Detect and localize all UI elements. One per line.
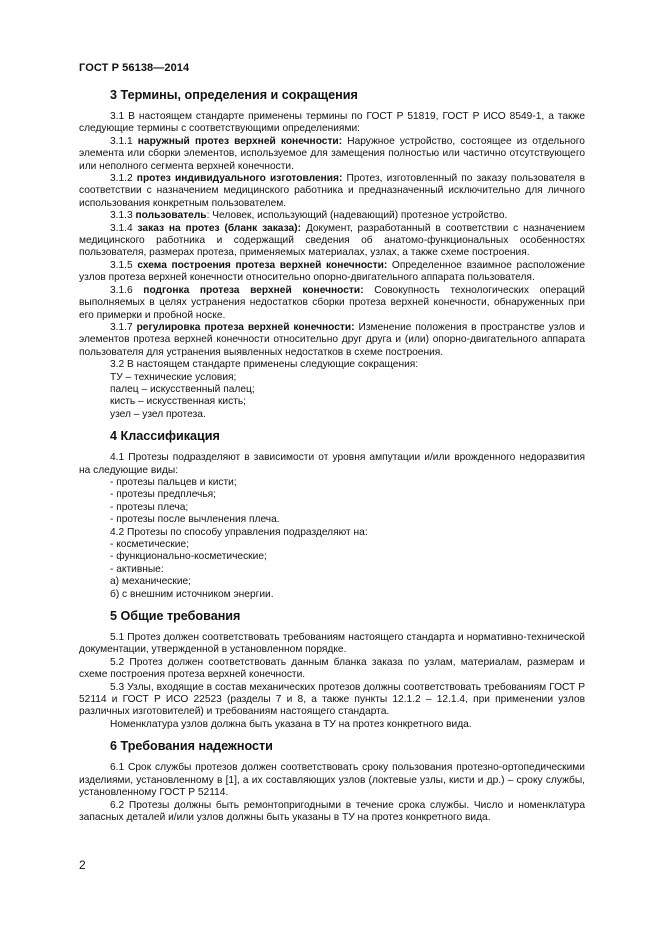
term-text: Определенное взаимное расположение узлов протеза верхней конечности относительно опорно-двигательного аппарата пользователя. — [79, 259, 585, 284]
term-text: Протез, изготовленный по заказу пользователя в соответствии с назначением медицинского работника и предназначенный исключительно для личного использования конкретным пользователем. — [79, 173, 585, 209]
term-text: Изменение положения в пространстве узлов и элементов протеза верхней конечности относительно друг друга и (или) опорно-двигательного аппарата пользователя для устранения выявленных недостатков в схеме построения. — [79, 321, 585, 358]
term-name: схема построения протеза верхней конечности: — [137, 259, 388, 271]
list-item: узел – узел протеза. — [110, 408, 206, 420]
paragraph: 5.1 Протез должен соответствовать требованиям настоящего стандарта и нормативно-технической документации, утвержденной в установленном порядке. — [79, 632, 585, 656]
term-definition — [79, 223, 585, 260]
paragraph: 5.3 Узлы, входящие в состав механических протезов должны соответствовать требованиям ГОСТ Р 52114 и ГОСТ Р ИСО 22523 (разделы 7 и 8, а также пункты 12.1.2 – 12.1.4, при применении узлов различных изготовителей) и требованиям настоящего стандарта. — [79, 681, 585, 718]
list-item: - косметические; — [110, 539, 189, 550]
term-name: подгонка протеза верхней конечности: — [143, 284, 364, 296]
paragraph: 4.1 Протезы подразделяют в зависимости от уровня ампутации и/или врожденного недоразвития на следующие виды: — [79, 452, 585, 476]
term-name: пользователь — [135, 210, 207, 222]
list-item: - протезы после вычленения плеча. — [110, 514, 280, 526]
list-item: - протезы предплечья; — [110, 489, 216, 501]
document-body — [79, 88, 585, 824]
term-definition — [79, 260, 585, 285]
term-number: 3.1.5 — [110, 259, 138, 271]
term-name: протез индивидуального изготовления: — [136, 173, 343, 185]
list-item: - активные: — [110, 563, 164, 575]
list-item: а) механические; — [110, 576, 192, 588]
paragraph: 6.1 Срок службы протезов должен соответствовать сроку пользования протезно-ортопедическими изделиями, установленному в [1], а их составляющих узлов (локтевые узлы, кисти и др.) – сроку службы, установленному ГОСТ Р 52114. — [79, 762, 585, 799]
list-item: - протезы пальцев и кисти; — [110, 476, 237, 488]
section-heading: 3 Термины, определения и сокращения — [110, 88, 358, 102]
section-heading: 6 Требования надежности — [110, 739, 273, 754]
term-definition — [79, 173, 585, 210]
term-text: : Человек, использующий (надевающий) протезное устройство. — [206, 210, 508, 222]
list-item: б) с внешним источником энергии. — [110, 588, 274, 600]
paragraph: 5.2 Протез должен соответствовать данным бланка заказа по узлам, материалам, размерам и схеме построения протеза верхней конечности. — [79, 656, 585, 681]
section-heading: 4 Классификация — [110, 429, 220, 444]
list-item: кисть – искусственная кисть; — [110, 396, 247, 408]
paragraph: Номенклатура узлов должна быть указана в ТУ на протез конкретного вида. — [110, 718, 472, 730]
term-name: регулировка протеза верхней конечности: — [136, 321, 355, 333]
term-text: Наружное устройство, состоящее из отдельного элемента или сборки элементов, используемое для замещения полностью или частично отсутствующего или неполного сегмента верхней конечности. — [79, 135, 585, 172]
list-item: - функционально-косметические; — [110, 551, 267, 563]
term-number: 3.1.1 — [110, 135, 138, 147]
paragraph: 3.2 В настоящем стандарте применены следующие сокращения: — [110, 359, 419, 371]
term-definition — [79, 322, 585, 359]
term-text: Документ, разработанный в соответствии с назначением медицинского работника и содержащий сведения об анатомо-функциональных особенностях пользователя, размерах протеза, применяемых материалах, узлах, а также схеме построения. — [79, 222, 585, 259]
list-item: палец – искусственный палец; — [110, 383, 255, 395]
document-header: ГОСТ Р 56138—2014 — [79, 62, 190, 74]
term-definition — [79, 285, 585, 322]
term-definition — [79, 136, 585, 173]
paragraph: 6.2 Протезы должны быть ремонтопригодными в течение срока службы. Число и номенклатура запасных деталей и/или узлов должны быть указаны в ТУ на протез конкретного вида. — [79, 799, 585, 823]
term-number: 3.1.3 — [110, 210, 136, 222]
list-item: ТУ – технические условия; — [110, 371, 237, 383]
term-number: 3.1.4 — [110, 222, 138, 234]
section-heading: 5 Общие требования — [110, 609, 241, 624]
term-number: 3.1.7 — [110, 321, 137, 333]
term-name: заказ на протез (бланк заказа): — [137, 222, 301, 234]
term-number: 3.1.2 — [110, 173, 137, 185]
term-name: наружный протез верхней конечности: — [137, 135, 343, 147]
list-item: - протезы плеча; — [110, 501, 189, 513]
paragraph: 3.1 В настоящем стандарте применены термины по ГОСТ Р 51819, ГОСТ Р ИСО 8549-1, а также следующие термины с соответствующими определениями: — [79, 111, 585, 135]
term-number: 3.1.6 — [110, 284, 144, 296]
page-number: 2 — [79, 858, 86, 872]
term-text: Совокупность технологических операций выполняемых в целях устранения недостатков сборки протеза верхней конечности, обнаруженных при его примерки и пробной носке. — [79, 284, 585, 321]
term-definition — [79, 210, 585, 222]
paragraph: 4.2 Протезы по способу управления подразделяют на: — [110, 526, 368, 538]
